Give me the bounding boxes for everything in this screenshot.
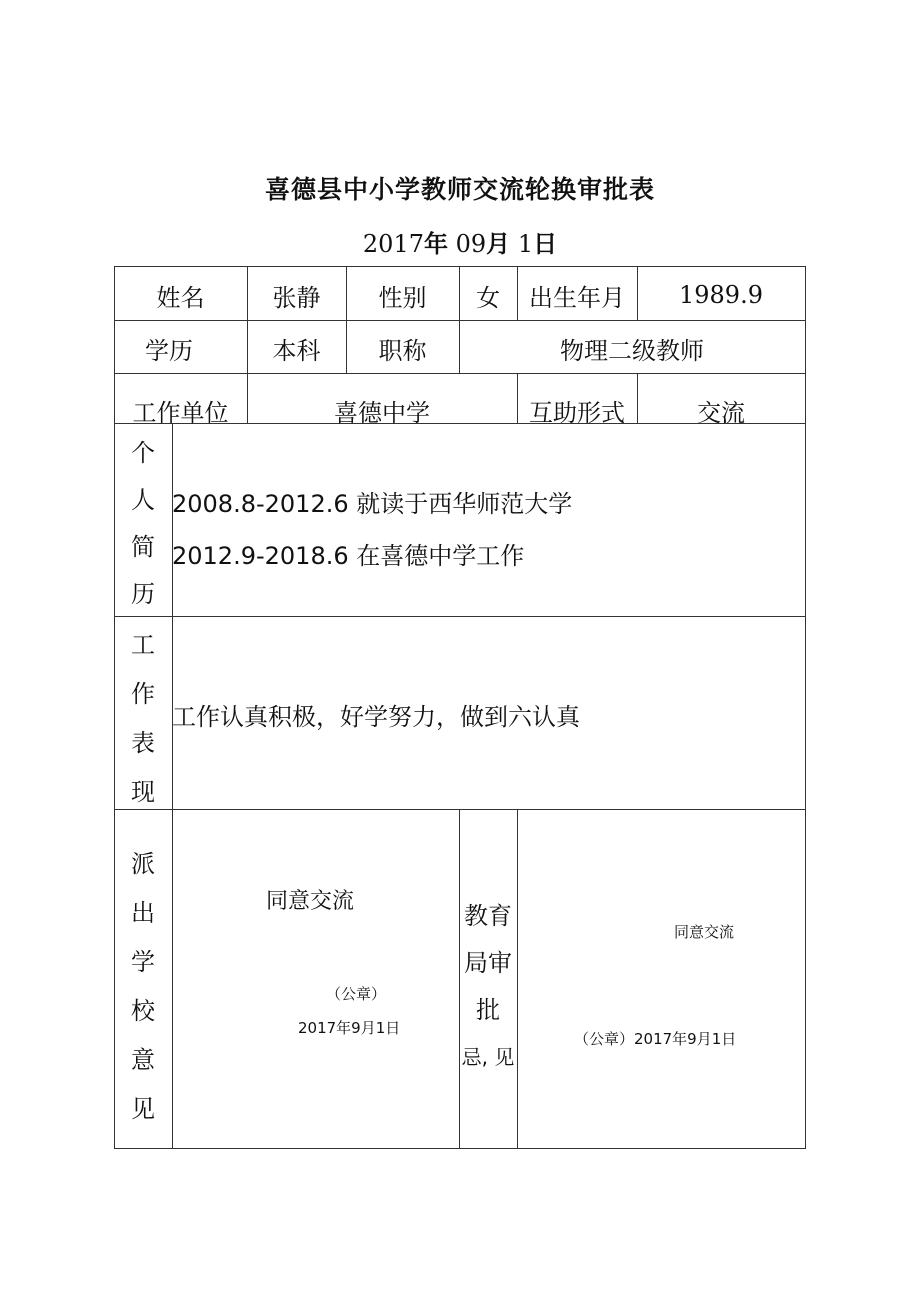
school-opinion-label-char: 学	[131, 948, 155, 976]
name-value: 张静	[272, 283, 321, 312]
row-divider-2	[114, 373, 806, 374]
bureau-label-line: 局审	[464, 949, 512, 977]
performance-label-char: 表	[131, 728, 155, 757]
date-month-unit: 月	[486, 230, 511, 258]
date-month: 09	[455, 230, 487, 258]
school-opinion-label-char: 意	[131, 1046, 155, 1074]
school-opinion-date: 2017年9月1日	[298, 1019, 401, 1037]
education-label: 学历	[145, 337, 193, 365]
performance-label-char: 作	[131, 679, 155, 708]
bureau-label-line: 忌, 见	[461, 1045, 515, 1069]
date-day-unit: 日	[533, 230, 558, 258]
education-value: 本科	[272, 337, 321, 365]
work-unit-label: 工作单位	[132, 398, 229, 427]
school-opinion-label	[114, 835, 172, 1135]
resume-label	[114, 428, 172, 616]
row-divider-4	[114, 616, 806, 617]
bureau-opinion-text: 同意交流	[674, 923, 735, 941]
resume-label-char: 历	[131, 580, 155, 608]
bureau-label-line: 教育	[464, 902, 512, 930]
resume-label-char: 个	[131, 439, 155, 467]
resume-line: 2012.9-2018.6 在喜德中学工作	[172, 542, 525, 570]
date-year: 2017	[362, 230, 424, 258]
table-border-right	[805, 266, 806, 1149]
date-day: 1	[517, 230, 534, 258]
bureau-seal-and-date: （公章）2017年9月1日	[574, 1030, 737, 1048]
resume-label-char: 人	[131, 486, 155, 514]
row-divider-5	[114, 809, 806, 810]
school-seal: （公章）	[326, 985, 387, 1003]
school-opinion-label-char: 派	[131, 850, 155, 878]
col-divider	[517, 809, 518, 1149]
school-opinion-text: 同意交流	[266, 889, 355, 914]
school-opinion-label-char: 见	[131, 1095, 155, 1123]
job-title-value: 物理二级教师	[560, 337, 704, 365]
resume-content	[172, 478, 792, 582]
name-label: 姓名	[156, 283, 205, 312]
resume-line: 2008.8-2012.6 就读于西华师范大学	[172, 490, 573, 518]
gender-value: 女	[476, 283, 500, 312]
mode-label: 互助形式	[529, 398, 625, 427]
performance-label-char: 工	[131, 630, 155, 659]
performance-label-char: 现	[131, 777, 155, 806]
table-border-bottom	[114, 1148, 806, 1149]
work-unit-value: 喜德中学	[334, 398, 430, 427]
school-opinion-label-char: 出	[131, 899, 155, 927]
performance-content: 工作认真积极，好学努力，做到六认真	[172, 703, 580, 731]
mode-value: 交流	[697, 398, 745, 427]
birth-label: 出生年月	[529, 283, 625, 312]
school-opinion-label-char: 校	[131, 997, 155, 1025]
birth-value: 1989.9	[679, 281, 763, 309]
resume-label-char: 简	[131, 533, 155, 561]
gender-label: 性别	[378, 283, 427, 312]
job-title-label: 职称	[378, 337, 427, 365]
date-year-unit: 年	[423, 230, 448, 258]
form-title: 喜德县中小学教师交流轮换审批表	[264, 175, 655, 204]
bureau-opinion-label	[459, 890, 517, 1080]
performance-label	[114, 624, 172, 809]
bureau-label-line: 批	[476, 996, 500, 1024]
